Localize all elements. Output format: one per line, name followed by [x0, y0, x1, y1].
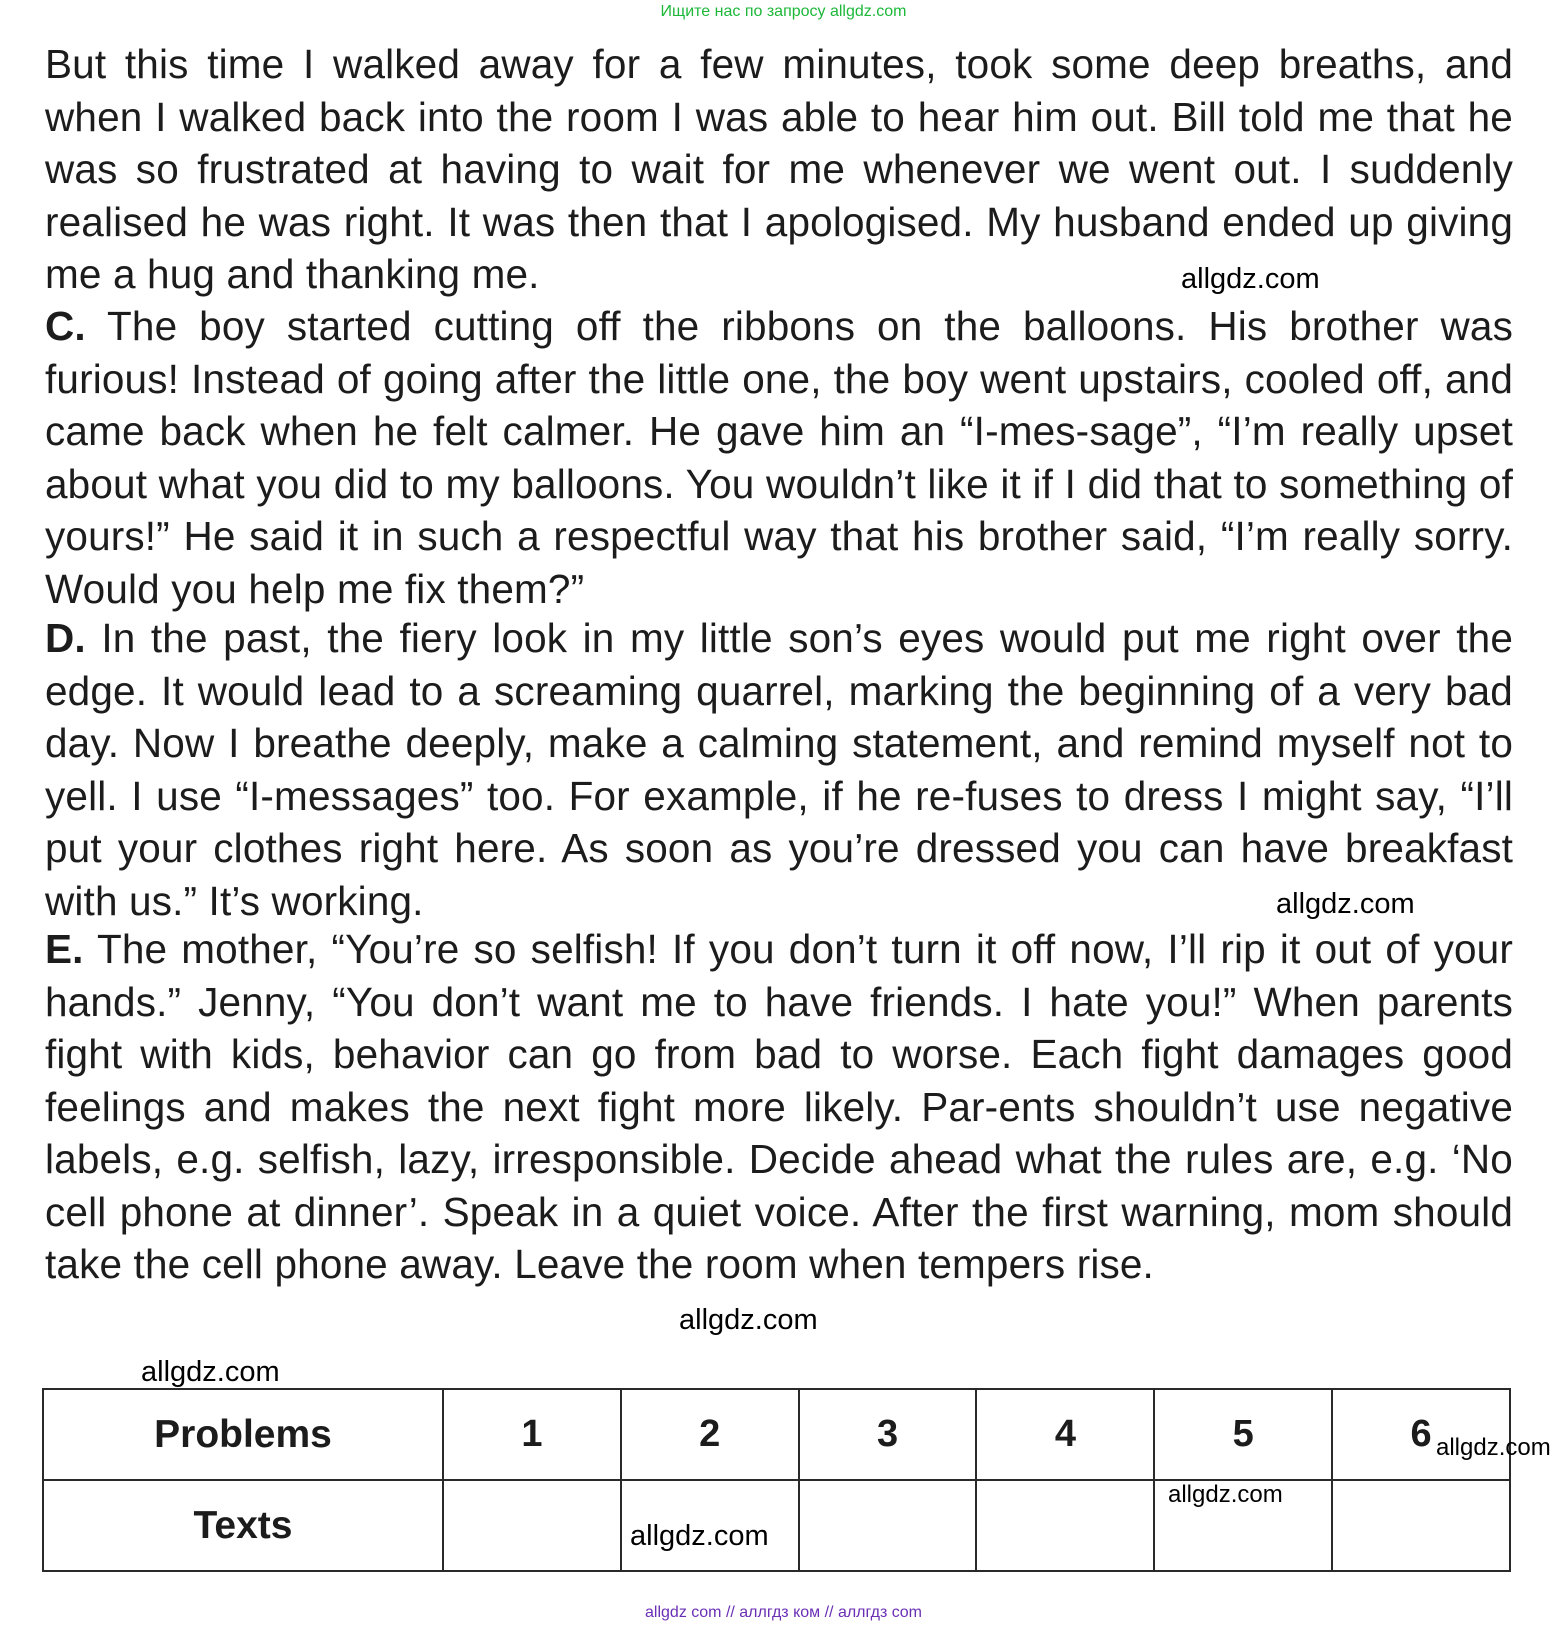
answer-cell[interactable] [443, 1480, 621, 1571]
texts-row [43, 1480, 1510, 1571]
paragraph-e-text: The mother, “You’re so selfish! If you don’t turn it off now, I’ll rip it out of your hands.” Jenny, “You don’t want me to have friends. I hate you!” When parents fight with kids, behavior can go from bad to worse. Each fight damages good feelings and makes the next fight more likely. Par-ents shouldn’t use negative labels, e.g. selfish, lazy, irresponsible. Decide ahead what the rules are, e.g. ‘No cell phone at dinner’. Speak in a quiet voice. After the first warning, mom should take the cell phone away. Leave the room when tempers rise. [45, 926, 1513, 1287]
problem-number-cell: 5 [1154, 1389, 1332, 1480]
answer-cell[interactable] [976, 1480, 1154, 1571]
problem-number-cell: 3 [799, 1389, 977, 1480]
watermark: allgdz.com [679, 1304, 818, 1336]
problems-header-cell: Problems [43, 1389, 443, 1480]
top-banner: Ищите нас по запросу allgdz.com [660, 3, 907, 20]
paragraph-c-letter: C. [45, 303, 86, 349]
paragraph-c [45, 300, 1513, 615]
problem-number-cell: 2 [621, 1389, 799, 1480]
footer-links: allgdz com // аллгдз ком // аллгдз com [645, 1604, 922, 1621]
paragraph-d-text: In the past, the fiery look in my little son’s eyes would put me right over the edge. It would lead to a screaming quarrel, marking the beginning of a very bad day. Now I breathe deeply, make a calming statement, and remind myself not to yell. I use “I-messages” too. For example, if he re-fuses to dress I might say, “I’ll put your clothes right here. As soon as you’re dressed you can have breakfast with us.” It’s working. [45, 615, 1513, 924]
watermark: allgdz.com [1436, 1434, 1551, 1461]
answer-cell[interactable] [1332, 1480, 1510, 1571]
paragraph-e-letter: E. [45, 926, 84, 972]
watermark: allgdz.com [1276, 888, 1415, 920]
answer-cell[interactable] [799, 1480, 977, 1571]
watermark: allgdz.com [1168, 1481, 1283, 1508]
watermark: allgdz.com [1181, 263, 1320, 295]
watermark: allgdz.com [630, 1520, 769, 1552]
paragraph-d [45, 612, 1513, 927]
matching-table [42, 1388, 1511, 1572]
paragraph-b-continued: But this time I walked away for a few minutes, took some deep breaths, and when I walked back into the room I was able to hear him out. Bill told me that he was so frustrated at having to wait for me whenever we went out. I suddenly realised he was right. It was then that I apologised. My husband ended up giving me a hug and thanking me. [45, 41, 1513, 297]
problem-number-cell: 4 [976, 1389, 1154, 1480]
paragraph-c-text: The boy started cutting off the ribbons on the balloons. His brother was furious! Instead of going after the little one, the boy went upstairs, cooled off, and came back when he felt calmer. He gave him an “I-mes-sage”, “I’m really upset about what you did to my balloons. You wouldn’t like it if I did that to something of yours!” He said it in such a respectful way that his brother said, “I’m really sorry. Would you help me fix them?” [45, 303, 1513, 612]
texts-header-cell: Texts [43, 1480, 443, 1571]
problems-row [43, 1389, 1510, 1480]
problem-number-cell: 1 [443, 1389, 621, 1480]
paragraph-e [45, 923, 1513, 1291]
problem-number-cell: 6 [1332, 1389, 1510, 1480]
watermark: allgdz.com [141, 1356, 280, 1388]
paragraph-d-letter: D. [45, 615, 86, 661]
